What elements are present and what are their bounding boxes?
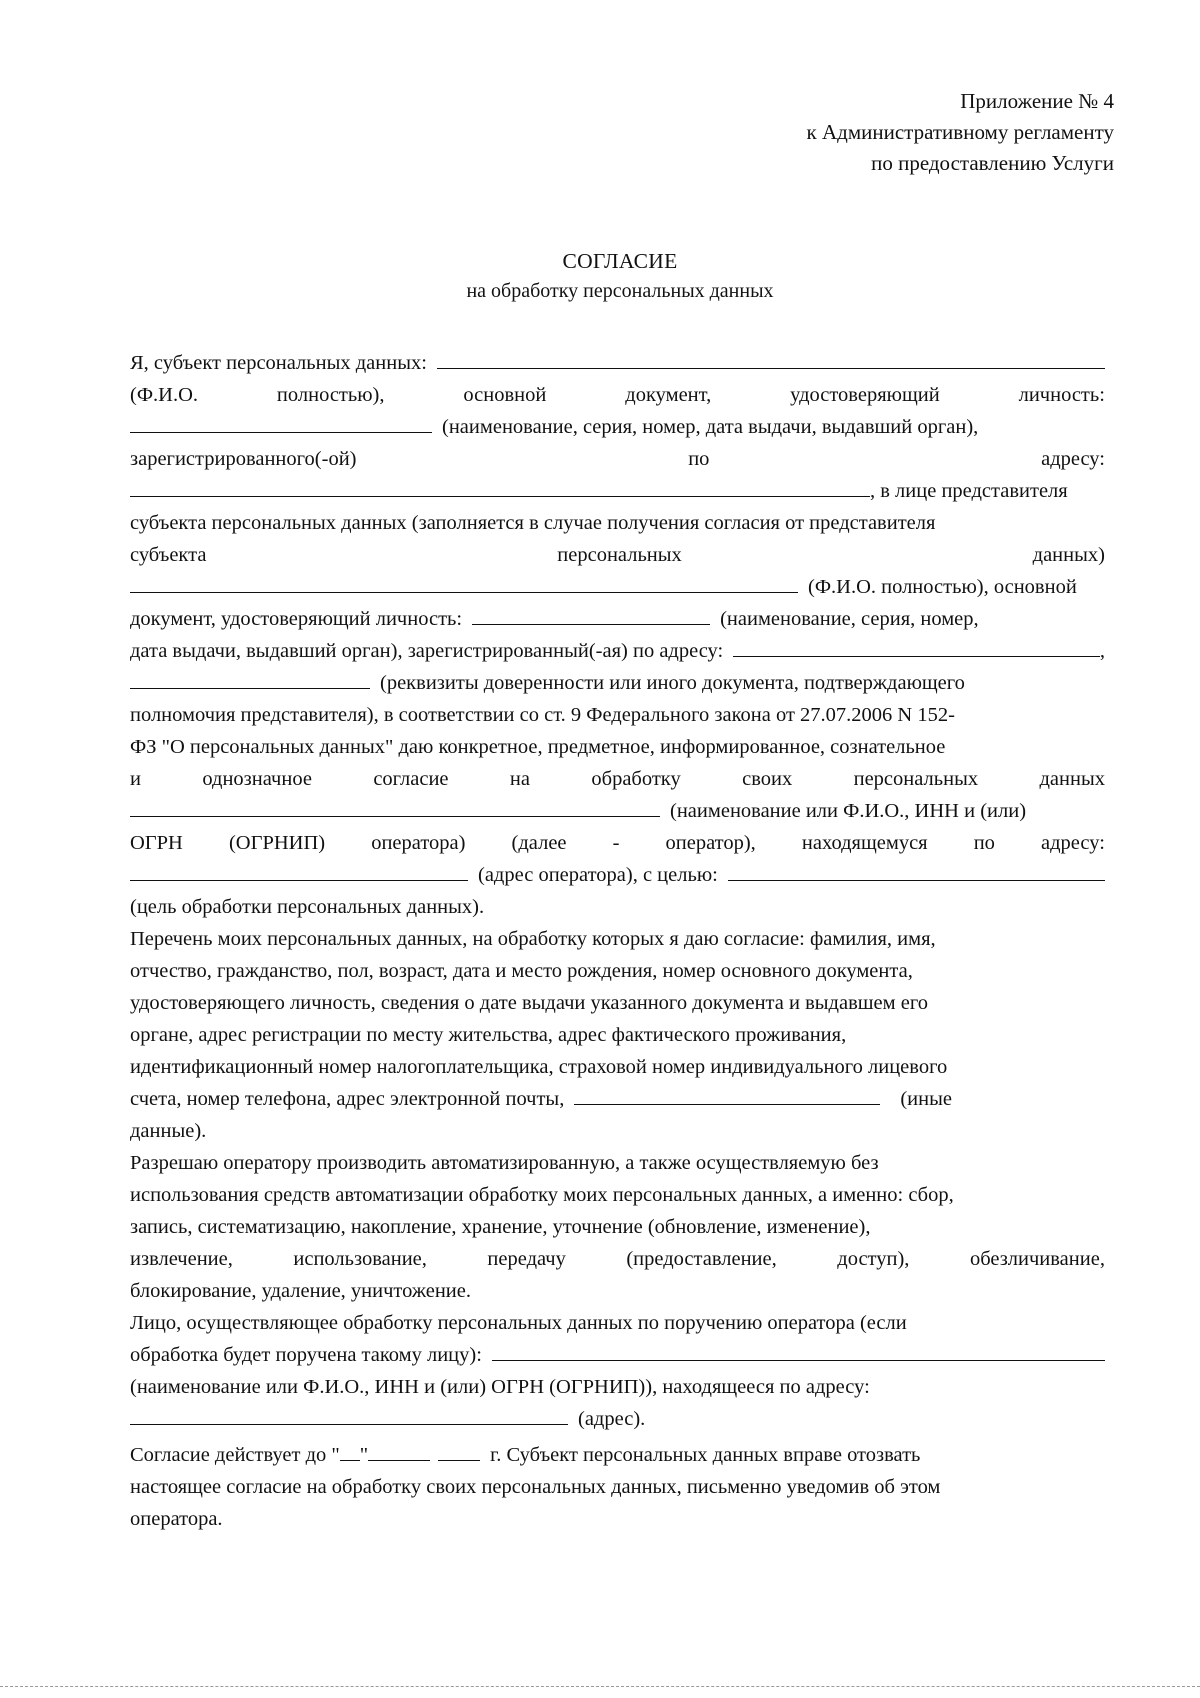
validity-day-field[interactable]	[340, 1442, 360, 1461]
document-title: СОГЛАСИЕ	[562, 249, 678, 273]
text-line: Разрешаю оператору производить автоматизированную, а также осуществляемую без	[130, 1152, 879, 1174]
text-line: зарегистрированного(-ой) по адресу:	[130, 448, 1105, 470]
power-of-attorney-line: (реквизиты доверенности или иного документа, подтверждающего	[130, 669, 1105, 698]
text-line: извлечение, использование, передачу (предоставление, доступ), обезличивание,	[130, 1248, 1105, 1270]
subject-name-field[interactable]	[437, 350, 1105, 369]
text-line: блокирование, удаление, уничтожение.	[130, 1280, 472, 1302]
processor-address-line: (адрес).	[130, 1405, 1105, 1434]
validity-month-field[interactable]	[368, 1442, 430, 1461]
operator-name-line: (наименование или Ф.И.О., ИНН и (или)	[130, 797, 1105, 826]
text-line: субъекта персональных данных)	[130, 544, 1105, 566]
text-line: идентификационный номер налогоплательщика, страховой номер индивидуального лицевого	[130, 1056, 948, 1078]
representative-name-line: (Ф.И.О. полностью), основной	[130, 573, 1105, 602]
text-line: органе, адрес регистрации по месту жительства, адрес фактического проживания,	[130, 1024, 847, 1046]
annex-reference: к Административному регламенту	[806, 120, 1114, 144]
text-line: полномочия представителя), в соответствии со ст. 9 Федерального закона от 27.07.2006 N 152-	[130, 704, 955, 726]
text-line: оператора.	[130, 1508, 223, 1530]
operator-address-field[interactable]	[130, 862, 468, 881]
power-of-attorney-field[interactable]	[130, 670, 370, 689]
subject-address-line: , в лице представителя	[130, 477, 1105, 506]
representative-address-field[interactable]	[733, 638, 1100, 657]
processor-name-field[interactable]	[492, 1342, 1105, 1361]
processor-line: обработка будет поручена такому лицу):	[130, 1341, 1105, 1370]
representative-document-line: документ, удостоверяющий личность: (наименование, серия, номер,	[130, 608, 979, 630]
text-line: Лицо, осуществляющее обработку персональных данных по поручению оператора (если	[130, 1312, 907, 1334]
operator-address-line: (адрес оператора), с целью:	[130, 861, 1105, 890]
text-line: ФЗ "О персональных данных" даю конкретное, предметное, информированное, сознательное	[130, 736, 946, 758]
validity-line: Согласие действует до " " г. Субъект персональных данных вправе отозвать	[130, 1444, 921, 1466]
representative-address-line: дата выдачи, выдавший орган), зарегистрированный(-ая) по адресу: ,	[130, 640, 1105, 662]
text-line: отчество, гражданство, пол, возраст, дата и место рождения, номер основного документа,	[130, 960, 913, 982]
annex-number: Приложение № 4	[960, 89, 1114, 113]
subject-document-field[interactable]	[130, 414, 432, 433]
text-line: (Ф.И.О. полностью), основной документ, удостоверяющий личность:	[130, 384, 1105, 406]
processing-purpose-field[interactable]	[728, 862, 1105, 881]
text-line: ОГРН (ОГРНИП) оператора) (далее - оператор), находящемуся по адресу:	[130, 832, 1105, 854]
text-line: Перечень моих персональных данных, на обработку которых я даю согласие: фамилия, имя,	[130, 928, 936, 950]
other-data-line: счета, номер телефона, адрес электронной почты, (иные	[130, 1088, 952, 1110]
other-data-field[interactable]	[574, 1086, 880, 1105]
annex-service: по предоставлению Услуги	[871, 151, 1114, 175]
text-line: запись, систематизацию, накопление, хранение, уточнение (обновление, изменение),	[130, 1216, 871, 1238]
text-line: субъекта персональных данных (заполняется в случае получения согласия от представителя	[130, 512, 936, 534]
subject-name-line: Я, субъект персональных данных:	[130, 349, 1105, 378]
operator-name-field[interactable]	[130, 798, 660, 817]
text-line: использования средств автоматизации обработку моих персональных данных, а именно: сбор,	[130, 1184, 954, 1206]
text-line: и однозначное согласие на обработку своих персональных данных	[130, 768, 1105, 790]
representative-document-field[interactable]	[472, 606, 710, 625]
validity-year-field[interactable]	[438, 1442, 480, 1461]
text-line: настоящее согласие на обработку своих персональных данных, письменно уведомив об этом	[130, 1476, 941, 1498]
text-line: (цель обработки персональных данных).	[130, 896, 485, 918]
representative-name-field[interactable]	[130, 574, 798, 593]
text-line: данные).	[130, 1120, 207, 1142]
document-subtitle: на обработку персональных данных	[466, 280, 774, 302]
processor-address-field[interactable]	[130, 1406, 568, 1425]
text-line: (наименование или Ф.И.О., ИНН и (или) ОГРН (ОГРНИП)), находящееся по адресу:	[130, 1376, 870, 1398]
text-line: удостоверяющего личность, сведения о дате выдачи указанного документа и выдавшем его	[130, 992, 928, 1014]
annex-header	[807, 86, 1114, 179]
subject-address-field[interactable]	[130, 478, 870, 497]
scan-edge-rule	[0, 1686, 1200, 1687]
subject-document-line: (наименование, серия, номер, дата выдачи, выдавший орган),	[130, 413, 1105, 442]
